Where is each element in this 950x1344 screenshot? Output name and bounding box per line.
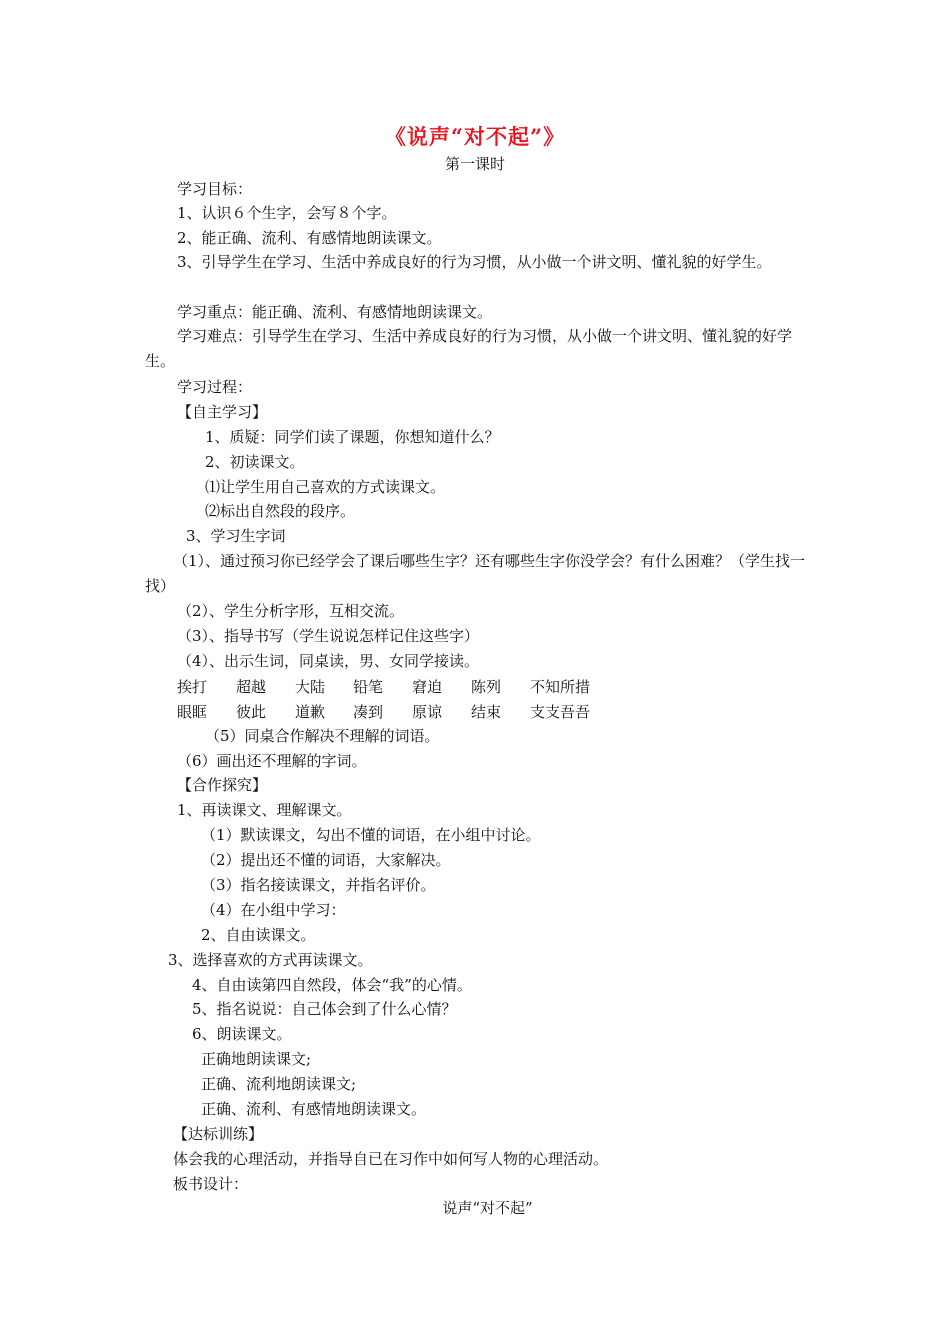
self-study-item: ⑴让学生用自己喜欢的方式读课文。 [205,478,446,496]
vocabulary-word: 凑到 [353,703,384,721]
self-study-item: 3、学习生字词 [186,527,286,545]
cooperation-heading: 【合作探究】 [177,776,268,794]
self-study-item: 2、初读课文。 [205,453,305,471]
cooperation-item: 正确地朗读课文; [201,1050,312,1068]
cooperation-item: 3、选择喜欢的方式再读课文。 [168,951,373,969]
self-study-sub-item: （3）、指导书写（学生说说怎样记住这些字） [177,627,480,645]
vocabulary-word: 眼眶 [177,703,208,721]
training-heading: 【达标训练】 [173,1125,264,1143]
self-study-sub-item: （5）同桌合作解决不理解的词语。 [205,727,440,745]
vocabulary-word: 陈列 [471,678,502,696]
vocabulary-word: 铅笔 [353,678,384,696]
document-subtitle: 第一课时 [444,155,505,173]
cooperation-item: （1）默读课文，勾出不懂的词语，在小组中讨论。 [201,826,541,844]
objective-item: 1、认识６个生字，会写８个字。 [177,204,397,222]
self-study-sub-item: （6）画出还不理解的字词。 [177,752,367,770]
self-study-sub-item: （4）、出示生词，同桌读，男、女同学接读。 [177,652,480,670]
board-title: 说声“对不起” [442,1199,533,1217]
cooperation-item: 正确、流利地朗读课文; [201,1075,357,1093]
vocabulary-word: 不知所措 [530,678,591,696]
vocabulary-word: 超越 [236,678,267,696]
self-study-item: ⑵标出自然段的段序。 [205,502,356,520]
vocabulary-word: 支支吾吾 [530,703,591,721]
vocabulary-word: 窘迫 [412,678,443,696]
objectives-heading: 学习目标： [177,180,253,198]
vocabulary-word: 彼此 [236,703,267,721]
vocabulary-word: 原谅 [412,703,443,721]
cooperation-item: （2）提出还不懂的词语，大家解决。 [201,851,451,869]
training-text: 体会我的心理活动，并指导自已在习作中如何写人物的心理活动。 [173,1150,609,1168]
self-study-heading: 【自主学习】 [177,403,268,421]
self-study-item: 1、质疑：同学们读了课题，你想知道什么？ [205,428,500,446]
self-study-sub-item: （2）、学生分析字形，互相交流。 [177,602,405,620]
cooperation-item: 4、自由读第四自然段，体会“我”的心情。 [192,976,472,994]
cooperation-item: 1、再读课文、理解课文。 [177,801,352,819]
board-heading: 板书设计： [173,1175,249,1193]
cooperation-item: 2、自由读课文。 [201,926,316,944]
document-title: 《说声“对不起”》 [384,124,566,149]
vocabulary-word: 大陆 [295,678,326,696]
process-heading: 学习过程： [177,378,253,396]
cooperation-item: （3）指名接读课文，并指名评价。 [201,876,436,894]
self-study-sub-item: （1）、通过预习你已经学会了课后哪些生字？还有哪些生字你没学会？有什么困难？（学生找一找） [145,552,806,595]
vocabulary-word: 道歉 [295,703,326,721]
key-point: 学习重点：能正确、流利、有感情地朗读课文。 [177,303,493,321]
objective-item: 3、引导学生在学习、生活中养成良好的行为习惯，从小做一个讲文明、懂礼貌的好学生。 [177,253,772,271]
cooperation-item: 6、朗读课文。 [192,1025,292,1043]
cooperation-item: 正确、流利、有感情地朗读课文。 [201,1100,427,1118]
objective-item: 2、能正确、流利、有感情地朗读课文。 [177,229,442,247]
vocabulary-word: 挨打 [177,678,208,696]
cooperation-item: （4）在小组中学习： [201,901,346,919]
cooperation-item: 5、指名说说：自己体会到了什么心情？ [192,1000,457,1018]
vocabulary-word: 结束 [471,703,502,721]
difficulty: 学习难点：引导学生在学习、生活中养成良好的行为习惯，从小做一个讲文明、懂礼貌的好学生。 [145,327,793,370]
